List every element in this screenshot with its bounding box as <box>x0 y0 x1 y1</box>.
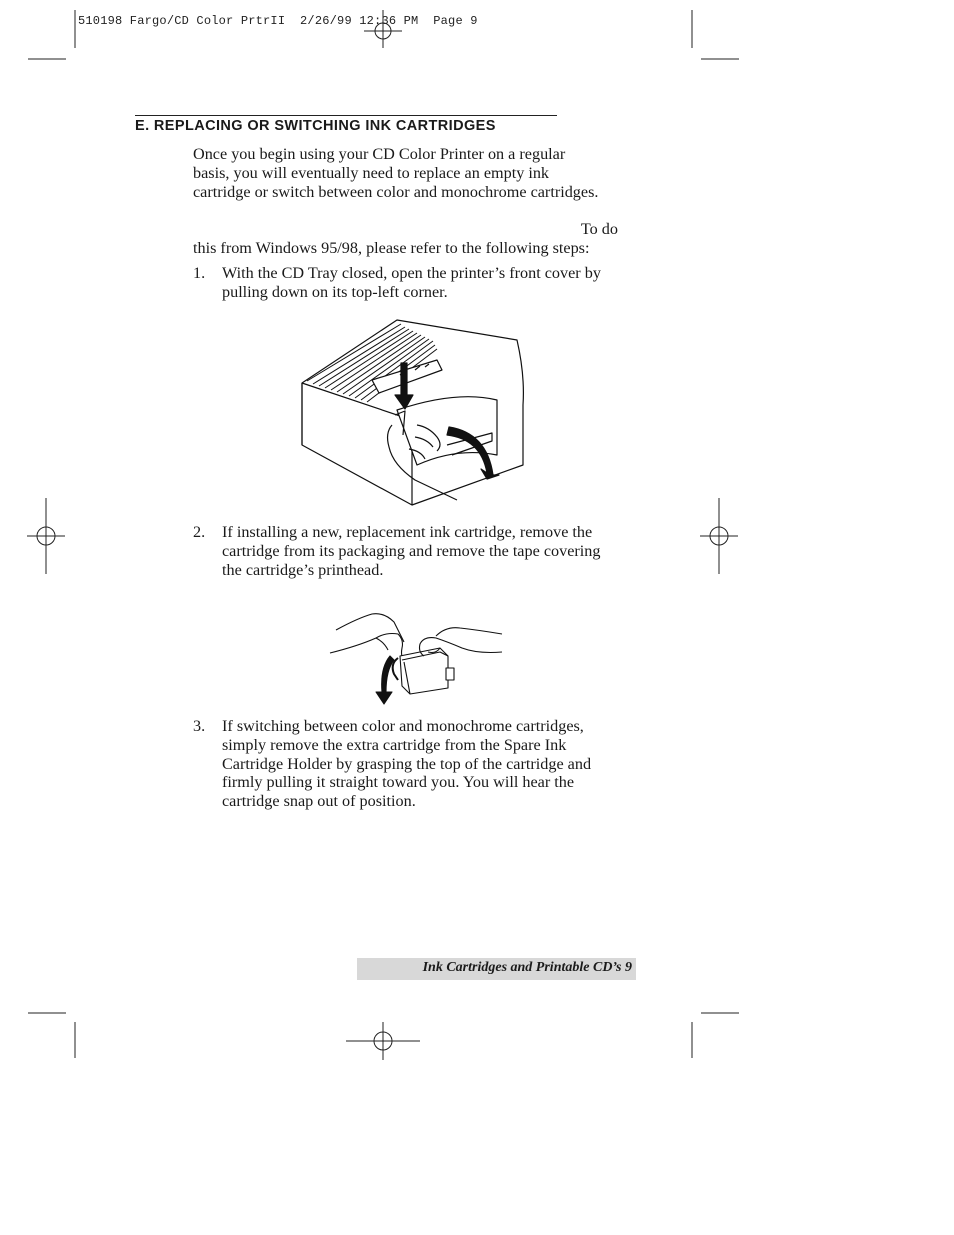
printer-front-cover-illustration <box>297 315 529 510</box>
step-line: cartridge snap out of position. <box>222 792 416 811</box>
step-line: If switching between color and monochrome cartridges, <box>222 717 584 735</box>
intro-paragraph <box>193 145 638 201</box>
cartridge-tape-illustration <box>328 608 504 708</box>
step-line: pulling down on its top-left corner. <box>222 282 448 301</box>
step-line: With the CD Tray closed, open the printer’s front cover by <box>222 264 601 282</box>
intro-line: cartridge or switch between color and monochrome cartridges. <box>193 182 599 201</box>
step-1 <box>193 264 643 304</box>
step-number: 3. <box>193 717 206 735</box>
print-slug-line: 510198 Fargo/CD Color PrtrII 2/26/99 12:36 PM Page 9 <box>78 14 478 28</box>
step-line: the cartridge’s printhead. <box>222 560 384 579</box>
step-line: cartridge from its packaging and remove the tape covering <box>222 541 601 560</box>
page-footer <box>357 958 636 980</box>
step-3 <box>193 717 643 813</box>
intro-line: Once you begin using your CD Color Printer on a regular <box>193 145 566 163</box>
step-line: simply remove the extra cartridge from the Spare Ink <box>222 735 567 754</box>
step-number: 2. <box>193 523 206 541</box>
step-number: 1. <box>193 264 206 282</box>
intro-line: basis, you will eventually need to replace an empty ink <box>193 163 550 182</box>
todo-fragment: To do <box>580 220 618 238</box>
section-heading: E. REPLACING OR SWITCHING INK CARTRIDGES <box>135 115 557 134</box>
step-line: firmly pulling it straight toward you. You will hear the <box>222 773 575 792</box>
step-2 <box>193 523 643 583</box>
step-line: If installing a new, replacement ink cartridge, remove the <box>222 523 593 541</box>
footer-text: Ink Cartridges and Printable CD’s 9 <box>422 960 632 975</box>
step-line: Cartridge Holder by grasping the top of the cartridge and <box>222 754 592 773</box>
steps-intro: this from Windows 95/98, please refer to the following steps: <box>193 239 590 257</box>
